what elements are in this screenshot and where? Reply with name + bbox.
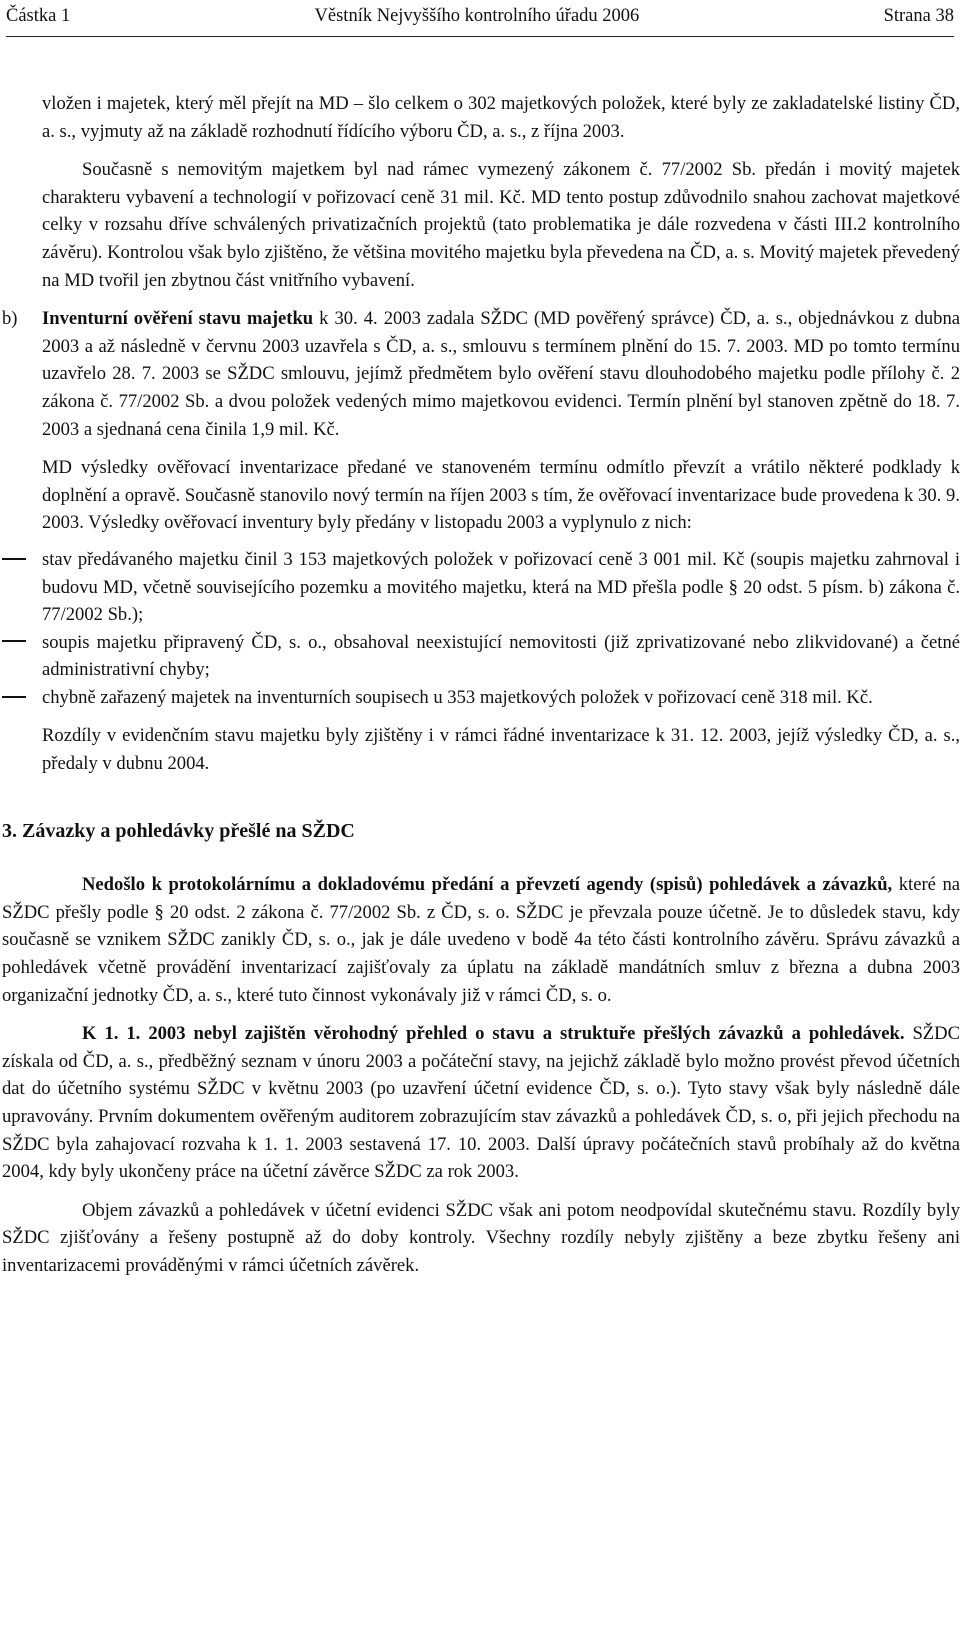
dash-item-1	[2, 546, 960, 629]
dash-item-text: stav předávaného majetku činil 3 153 majetkových položek v pořizovací ceně 3 001 mil. Kč (soupis majetku zahrnoval i budovu MD, včetně souvisejícího pozemku a movitého majetku, která na MD přešla podle § 20 odst. 5 písm. b) zákona č. 77/2002 Sb.);	[42, 548, 960, 626]
paragraph-6-text: SŽDC získala od ČD, a. s., předběžný seznam v únoru 2003 a počáteční stavy, na jejichž základě bylo možno provést převod účetních dat do účetního systému SŽDC v květnu 2003 (po uzavření účetní evidence ČD, s. o.). Tyto stavy však byly následně dále upravovány. Prvním dokumentem ověřeným auditorem zobrazujícím stav závazků a pohledávek ČD, s. o, při jejich přechodu na SŽDC byla zahajovací rozvaha k 1. 1. 2003 sestavená 17. 10. 2003. Další úpravy počátečních stavů probíhaly až do května 2004, kdy byly ukončeny práce na účetní závěrce SŽDC za rok 2003.	[2, 1023, 960, 1183]
dash-item-text: soupis majetku připravený ČD, s. o., obsahoval neexistující nemovitosti (již zprivatizované nebo zlikvidované) a četné administrativní chyby;	[42, 631, 960, 681]
header-issue: Částka 1	[6, 6, 71, 27]
list-item-b	[2, 305, 960, 443]
dash-bullet	[2, 684, 42, 712]
paragraph-7: Objem závazků a pohledávek v účetní evidenci SŽDC však ani potom neodpovídal skutečnému stavu. Rozdíly byly SŽDC zjišťovány a řešeny postupně až do doby kontroly. Všechny rozdíly nebyly zjištěny a beze zbytku řešeny ani inventarizacemi prováděnými v rámci účetních závěrek.	[2, 1199, 960, 1276]
list-item-label: b)	[2, 308, 18, 330]
list-item-heading: Inventurní ověření stavu majetku	[42, 308, 314, 330]
dash-bullet	[2, 546, 42, 629]
paragraph-6	[2, 1020, 960, 1186]
paragraph-3: MD výsledky ověřovací inventarizace předané ve stanoveném termínu odmítlo převzít a vrátilo některé podklady k doplnění a opravě. Současně stanovilo nový termín na říjen 2003 s tím, že ověřovací inventarizace bude provedena k 30. 9. 2003. Výsledky ověřovací inventury byly předány v listopadu 2003 a vyplynulo z nich:	[42, 457, 960, 534]
dash-item-text: chybně zařazený majetek na inventurních soupisech u 353 majetkových položek v pořizovací ceně 318 mil. Kč.	[42, 686, 873, 708]
section-number: 3.	[2, 819, 17, 842]
header-page-number: Strana 38	[883, 6, 954, 27]
paragraph-2: Současně s nemovitým majetkem byl nad rámec vymezený zákonem č. 77/2002 Sb. předán i movitý majetek charakteru vybavení a technologií v pořizovací ceně 31 mil. Kč. MD tento postup zdůvodnilo snahou zachovat majetkové celky v rozsahu dříve schválených privatizačních projektů (tato problematika je dále rozvedena v části III.2 kontrolního závěru). Kontrolou však bylo zjištěno, že většina movitého majetku byla převedena na ČD, a. s. Movitý majetek převedený na MD tvořil jen zbytnou část vnitřního vybavení.	[42, 159, 960, 291]
dash-bullet	[2, 629, 42, 684]
paragraph-1: vložen i majetek, který měl přejít na MD – šlo celkem o 302 majetkových položek, které byly ze zakladatelské listiny ČD, a. s., vyjmuty až na základě rozhodnutí řídícího výboru ČD, a. s., z října 2003.	[42, 93, 960, 142]
section-title: Závazky a pohledávky přešlé na SŽDC	[22, 819, 355, 842]
paragraph-6-bold: K 1. 1. 2003 nebyl zajištěn věrohodný přehled o stavu a struktuře přešlých závazků a pohledávek.	[82, 1023, 905, 1045]
list-item-text: k 30. 4. 2003 zadala SŽDC (MD pověřený správce) ČD, a. s., objednávkou z dubna 2003 a až následně v červnu 2003 uzavřela s ČD, a. s., smlouvu s termínem plnění do 15. 7. 2003. MD po tomto termínu uzavřelo 28. 7. 2003 se SŽDC smlouvu, jejímž předmětem bylo ověření stavu dlouhodobého majetku podle přílohy č. 2 zákona č. 77/2002 Sb. a dvou položek vedených mimo majetkovou evidenci. Termín plnění byl stanoven zpětně do 18. 7. 2003 a sjednaná cena činila 1,9 mil. Kč.	[42, 308, 960, 440]
body-text	[2, 90, 960, 1280]
section-heading	[2, 818, 960, 846]
page-header	[6, 4, 954, 37]
paragraph-5-bold: Nedošlo k protokolárnímu a dokladovému předání a převzetí agendy (spisů) pohledávek a závazků,	[82, 874, 893, 896]
dash-item-2	[2, 629, 960, 684]
paragraph-5	[2, 871, 960, 1009]
paragraph-5-text: které na SŽDC přešly podle § 20 odst. 2 zákona č. 77/2002 Sb. z ČD, s. o. SŽDC je převzala pouze účetně. Je to důsledek stavu, kdy současně se vznikem SŽDC zanikly ČD, s. o., jak je dále uvedeno v bodě 4a této části kontrolního závěru. Správu závazků a pohledávek včetně provádění inventarizací zajišťovaly za úplatu na základě mandátních smluv z března a dubna 2003 organizační jednotky ČD, a. s., které tuto činnost vykonávaly již v rámci ČD, s. o.	[2, 874, 960, 1006]
dash-item-3	[2, 684, 960, 712]
header-journal-title: Věstník Nejvyššího kontrolního úřadu 2006	[314, 6, 640, 27]
paragraph-4: Rozdíly v evidenčním stavu majetku byly zjištěny i v rámci řádné inventarizace k 31. 12. 2003, jejíž výsledky ČD, a. s., předaly v dubnu 2004.	[42, 725, 960, 775]
